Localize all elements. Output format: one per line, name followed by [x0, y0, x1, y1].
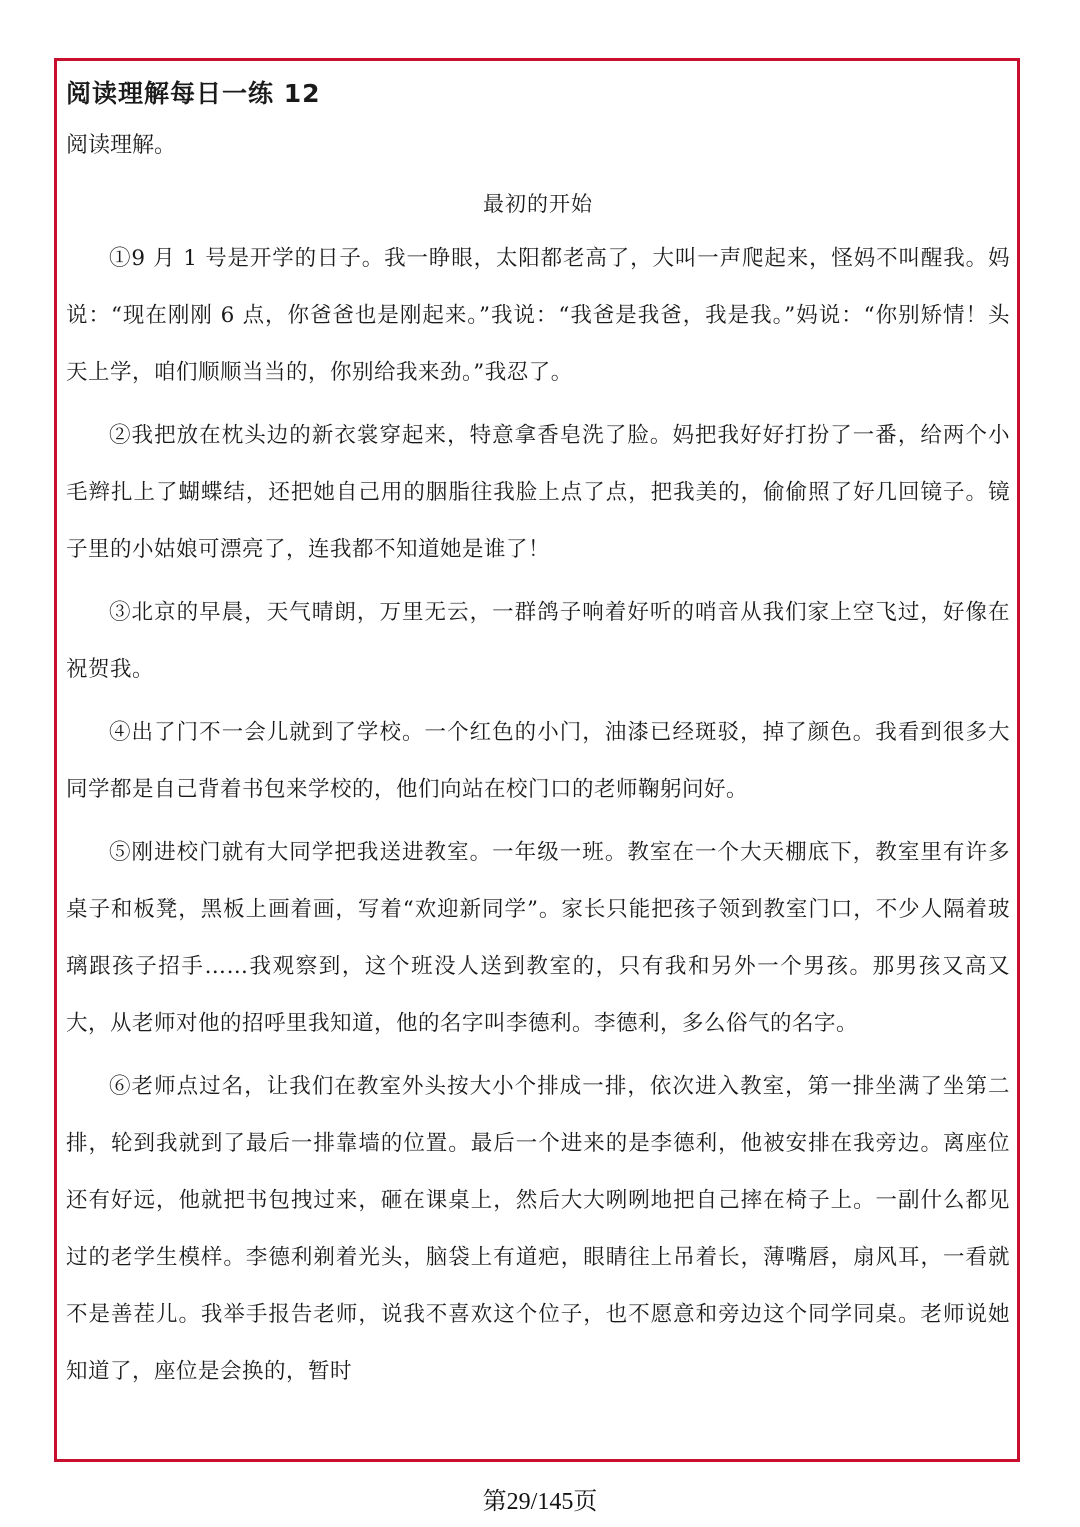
story-title: 最初的开始	[483, 192, 593, 216]
paragraph-1: ①9 月 1 号是开学的日子。我一睁眼，太阳都老高了，大叫一声爬起来，怪妈不叫醒我。妈说：“现在刚刚 6 点，你爸爸也是刚起来。”我说：“我爸是我爸，我是我。”妈说：“你别矫情！头天上学，咱们顺顺当当的，你别给我来劲。”我忍了。	[66, 246, 1010, 385]
paragraph-3: ③北京的早晨，天气晴朗，万里无云，一群鸽子响着好听的哨音从我们家上空飞过，好像在祝贺我。	[66, 600, 1010, 682]
paragraph-4: ④出了门不一会儿就到了学校。一个红色的小门，油漆已经斑驳，掉了颜色。我看到很多大同学都是自己背着书包来学校的，他们向站在校门口的老师鞠躬问好。	[66, 720, 1010, 802]
document-title: 阅读理解每日一练 12	[66, 79, 321, 108]
document-content	[66, 72, 1010, 1400]
instruction-text: 阅读理解。	[66, 133, 177, 158]
page-number-footer: 第29/145页	[482, 1489, 598, 1515]
paragraph-6: ⑥老师点过名，让我们在教室外头按大小个排成一排，依次进入教室，第一排坐满了坐第二排，轮到我就到了最后一排靠墙的位置。最后一个进来的是李德利，他被安排在我旁边。离座位还有好远，他就把书包拽过来，砸在课桌上，然后大大咧咧地把自己摔在椅子上。一副什么都见过的老学生模样。李德利剃着光头，脑袋上有道疤，眼睛往上吊着长，薄嘴唇，扇风耳，一看就不是善茬儿。我举手报告老师，说我不喜欢这个位子，也不愿意和旁边这个同学同桌。老师说她知道了，座位是会换的，暂时	[66, 1074, 1010, 1384]
paragraph-5: ⑤刚进校门就有大同学把我送进教室。一年级一班。教室在一个大天棚底下，教室里有许多桌子和板凳，黑板上画着画，写着“欢迎新同学”。家长只能把孩子领到教室门口，不少人隔着玻璃跟孩子招手……我观察到，这个班没人送到教室的，只有我和另外一个男孩。那男孩又高又大，从老师对他的招呼里我知道，他的名字叫李德利。李德利，多么俗气的名字。	[66, 840, 1010, 1036]
paragraph-2: ②我把放在枕头边的新衣裳穿起来，特意拿香皂洗了脸。妈把我好好打扮了一番，给两个小毛辫扎上了蝴蝶结，还把她自己用的胭脂往我脸上点了点，把我美的，偷偷照了好几回镜子。镜子里的小姑娘可漂亮了，连我都不知道她是谁了！	[66, 423, 1010, 562]
